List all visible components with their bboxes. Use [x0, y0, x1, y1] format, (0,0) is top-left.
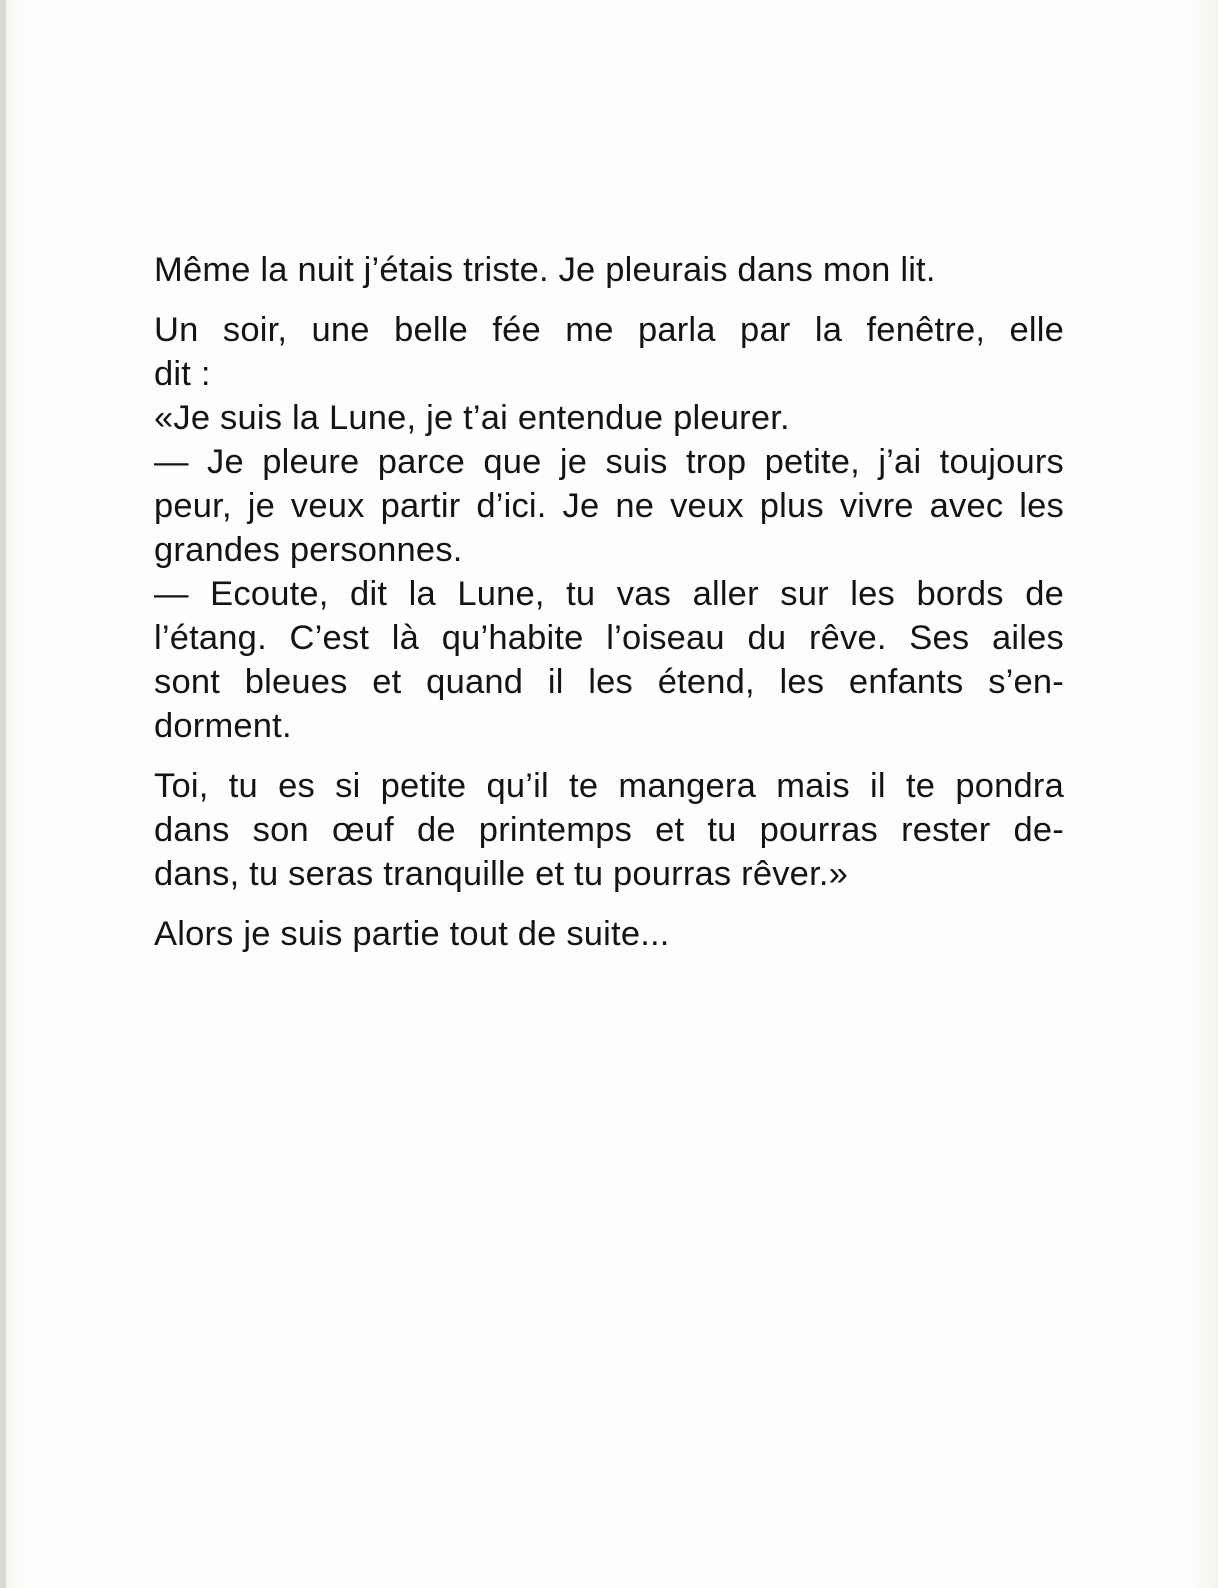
- text-line: peur, je veux partir d’ici. Je ne veux plus vivre avec les: [154, 487, 1064, 525]
- text-line: sont bleues et quand il les étend, les enfants s’en-: [154, 663, 1064, 701]
- paragraph-4: [154, 912, 1064, 956]
- text-line: l’étang. C’est là qu’habite l’oiseau du rêve. Ses ailes: [154, 619, 1064, 657]
- text-line: grandes personnes.: [154, 531, 463, 569]
- text-line: Même la nuit j’étais triste. Je pleurais dans mon lit.: [154, 251, 936, 289]
- paragraph-3: [154, 764, 1064, 896]
- text-line: Toi, tu es si petite qu’il te mangera mais il te pondra: [154, 767, 1064, 805]
- page-edge: [0, 0, 6, 1588]
- text-line: dorment.: [154, 707, 292, 745]
- text-line: «Je suis la Lune, je t’ai entendue pleurer.: [154, 399, 790, 437]
- text-line: Alors je suis partie tout de suite...: [154, 915, 670, 953]
- text-line: dit :: [154, 355, 211, 393]
- paragraph-1: [154, 248, 1064, 292]
- paragraph-2: [154, 308, 1064, 748]
- text-line: dans son œuf de printemps et tu pourras rester de-: [154, 811, 1064, 849]
- text-line: Un soir, une belle fée me parla par la fenêtre, elle: [154, 311, 1064, 349]
- text-line: dans, tu seras tranquille et tu pourras rêver.»: [154, 855, 849, 893]
- text-line: — Ecoute, dit la Lune, tu vas aller sur les bords de: [154, 575, 1064, 613]
- text-line: — Je pleure parce que je suis trop petite, j’ai toujours: [154, 443, 1064, 481]
- story-text: [154, 248, 1064, 956]
